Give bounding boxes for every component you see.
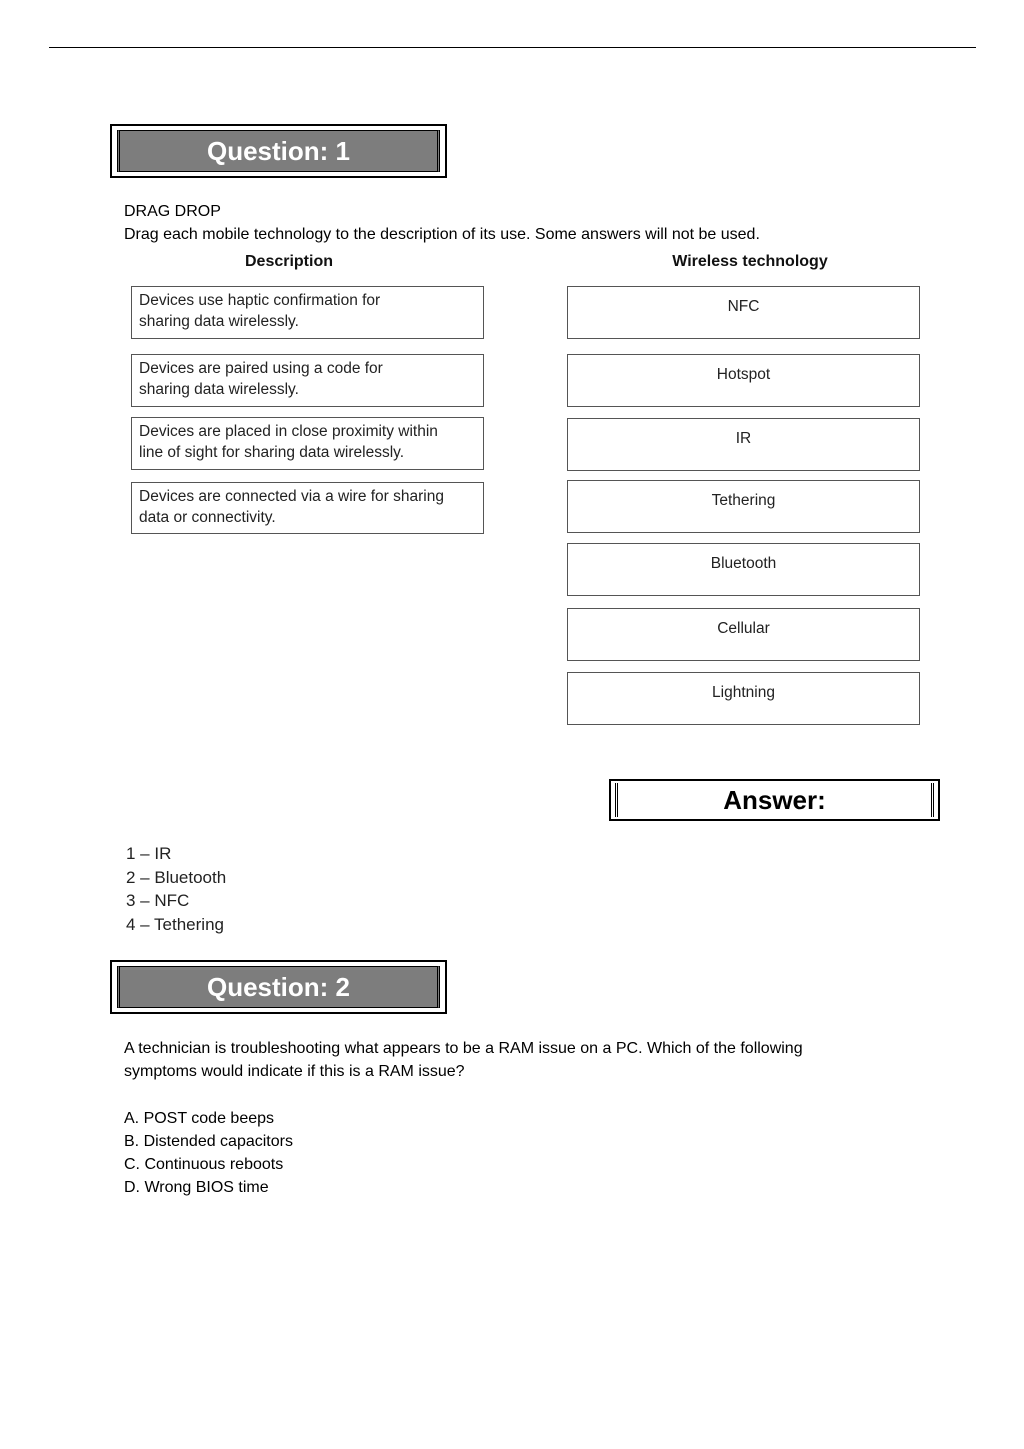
- answer-title: Answer:: [723, 784, 826, 815]
- technology-option-bluetooth[interactable]: Bluetooth: [567, 543, 920, 596]
- option-d[interactable]: D. Wrong BIOS time: [124, 1179, 269, 1196]
- technology-option-tethering[interactable]: Tethering: [567, 480, 920, 533]
- description-box-3[interactable]: [131, 417, 484, 470]
- description-column-header: Description: [244, 253, 333, 270]
- description-2-line-2: sharing data wirelessly.: [139, 381, 299, 398]
- description-1-line-1: Devices use haptic confirmation for: [139, 292, 381, 309]
- description-2-line-1: Devices are paired using a code for: [139, 360, 383, 377]
- description-box-4[interactable]: [131, 482, 484, 534]
- answer-list: [126, 842, 226, 936]
- description-1-line-2: sharing data wirelessly.: [139, 313, 299, 330]
- option-a[interactable]: A. POST code beeps: [124, 1110, 275, 1127]
- question-1-banner: [110, 124, 447, 178]
- description-4-line-2: data or connectivity.: [139, 509, 276, 526]
- header-rule: [49, 47, 976, 48]
- technology-option-ir[interactable]: IR: [567, 418, 920, 471]
- answer-line-2: 2 – Bluetooth: [126, 867, 227, 887]
- technology-option-cellular[interactable]: Cellular: [567, 608, 920, 661]
- description-3-line-2: line of sight for sharing data wirelessly.: [139, 444, 405, 461]
- description-box-1[interactable]: [131, 286, 484, 339]
- technology-option-lightning[interactable]: Lightning: [567, 672, 920, 725]
- description-box-2[interactable]: [131, 354, 484, 407]
- description-3-line-1: Devices are placed in close proximity within: [139, 423, 438, 440]
- question-1-type: DRAG DROP: [124, 203, 221, 220]
- answer-line-3: 3 – NFC: [126, 891, 190, 910]
- question-1-title: Question: 1: [206, 135, 350, 166]
- question-1-prompt: Drag each mobile technology to the description of its use. Some answers will not be used.: [124, 226, 760, 243]
- answer-line-1: 1 – IR: [126, 844, 172, 863]
- option-b[interactable]: B. Distended capacitors: [124, 1133, 293, 1150]
- option-c[interactable]: C. Continuous reboots: [124, 1156, 284, 1173]
- answer-line-4: 4 – Tethering: [126, 914, 224, 934]
- question-2-prompt-line-1: A technician is troubleshooting what appears to be a RAM issue on a PC. Which of the following: [124, 1040, 803, 1057]
- question-2-title: Question: 2: [206, 971, 350, 1002]
- technology-column-header: Wireless technology: [672, 253, 828, 270]
- technology-option-nfc[interactable]: NFC: [567, 286, 920, 339]
- question-2-options: [124, 1107, 293, 1199]
- description-4-line-1: Devices are connected via a wire for sharing: [139, 488, 444, 505]
- answer-banner: [609, 779, 940, 821]
- question-2-prompt-line-2: symptoms would indicate if this is a RAM issue?: [124, 1063, 465, 1080]
- technology-option-hotspot[interactable]: Hotspot: [567, 354, 920, 407]
- question-2-banner: [110, 960, 447, 1014]
